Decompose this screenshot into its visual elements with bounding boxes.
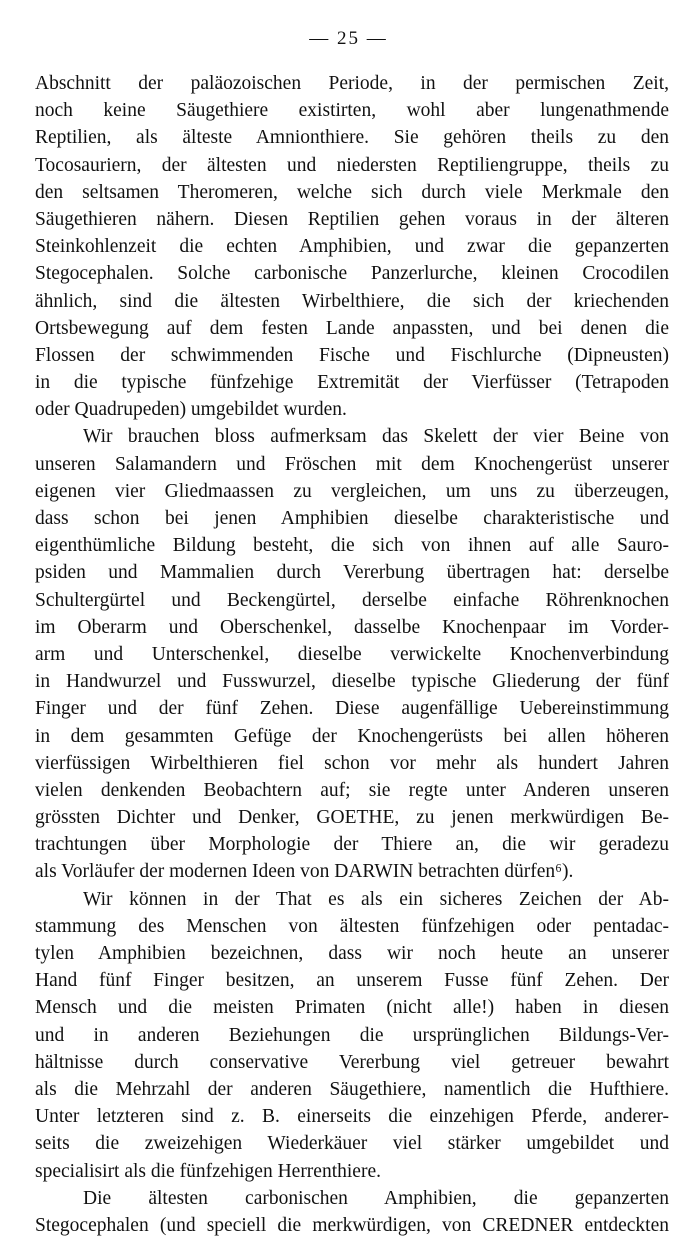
text-line: und in anderen Beziehungen die ursprünglichen Bildungs-Ver- [35,1024,669,1046]
text-line: ähnlich, sind die ältesten Wirbelthiere, die sich der kriechenden [35,290,669,312]
text-line: psiden und Mammalien durch Vererbung übertragen hat: derselbe [35,562,669,584]
text-line: tylen Amphibien bezeichnen, dass wir noch heute an unserer [35,943,669,964]
text-line: arm und Unterschenkel, dieselbe verwickelte Knochenverbindung [35,643,669,665]
text-line: Mensch und die meisten Primaten (nicht alle!) haben in diesen [35,997,669,1019]
text-line: Reptilien, als älteste Amnionthiere. Sie gehören theils zu den [35,127,669,149]
text-line: vierfüssigen Wirbelthieren fiel schon vor mehr als hundert Jahren [35,752,669,774]
text-line: Stegocephalen. Solche carbonische Panzerlurche, kleinen Crocodilen [35,263,669,285]
page-number: — 25 — [309,28,388,49]
text-line: grössten Dichter und Denker, GOETHE, zu jenen merkwürdigen Be- [35,807,669,829]
text-line: als die Mehrzahl der anderen Säugethiere, namentlich die Hufthiere. [35,1078,669,1100]
paragraph-start-line: Wir brauchen bloss aufmerksam das Skelett der vier Beine von [83,426,669,448]
text-line: Abschnitt der paläozoischen Periode, in der permischen Zeit, [35,73,669,94]
text-line: Tocosauriern, der ältesten und niedersten Reptiliengruppe, theils zu [35,154,669,176]
text-line: Ortsbewegung auf dem festen Lande anpassten, und bei denen die [35,317,669,339]
text-line: Finger und der fünf Zehen. Diese augenfällige Uebereinstimmung [35,698,669,720]
text-line: noch keine Säugethiere existirten, wohl aber lungenathmende [35,100,669,122]
text-line: Säugethieren nähern. Diesen Reptilien gehen voraus in der älteren [35,208,669,230]
paragraph-start-line: Die ältesten carbonischen Amphibien, die gepanzerten [83,1187,669,1209]
text-line: Stegocephalen (und speciell die merkwürdigen, von CREDNER entdeckten [35,1214,669,1236]
text-line: Hand fünf Finger besitzen, an unserem Fusse fünf Zehen. Der [35,970,669,992]
text-line: hältnisse durch conservative Vererbung viel getreuer bewahrt [35,1051,669,1073]
text-line: in dem gesammten Gefüge der Knochengerüsts bei allen höheren [35,725,669,747]
text-line: dass schon bei jenen Amphibien dieselbe charakteristische und [35,508,669,529]
text-line: trachtungen über Morphologie der Thiere an, die wir geradezu [35,834,669,856]
text-line: in die typische fünfzehige Extremität der Vierfüsser (Tetrapoden [35,372,669,394]
text-line: eigenthümliche Bildung besteht, die sich von ihnen auf alle Sauro- [35,535,669,557]
text-line: Steinkohlenzeit die echten Amphibien, und zwar die gepanzerten [35,236,669,258]
paragraph-start-line: Wir können in der That es als ein sicheres Zeichen der Ab- [83,888,669,910]
text-body [35,70,669,1239]
text-line: vielen denkenden Beobachtern auf; sie regte unter Anderen unseren [35,779,669,801]
text-line: Flossen der schwimmenden Fische und Fischlurche (Dipneusten) [35,344,669,366]
text-line: unseren Salamandern und Fröschen mit dem Knochengerüst unserer [35,453,669,475]
text-line: eigenen vier Gliedmaassen zu vergleichen, um uns zu überzeugen, [35,480,669,502]
text-line: in Handwurzel und Fusswurzel, dieselbe typische Gliederung der fünf [35,671,669,693]
text-line: im Oberarm und Oberschenkel, dasselbe Knochenpaar im Vorder- [35,616,669,638]
text-line: seits die zweizehigen Wiederkäuer viel stärker umgebildet und [35,1133,669,1155]
text-line: stammung des Menschen von ältesten fünfzehigen oder pentadac- [35,915,669,937]
text-line: Unter letzteren sind z. B. einerseits die einzehigen Pferde, anderer- [35,1106,669,1128]
text-line: Schultergürtel und Beckengürtel, derselbe einfache Röhrenknochen [35,589,669,611]
paragraph-end-line: oder Quadrupeden) umgebildet wurden. [35,399,347,421]
text-line: den seltsamen Theromeren, welche sich durch viele Merkmale den [35,181,669,203]
paragraph-end-line: specialisirt als die fünfzehigen Herrenthiere. [35,1160,381,1182]
paragraph-end-line: als Vorläufer der modernen Ideen von DARWIN betrachten dürfen⁶). [35,861,574,883]
